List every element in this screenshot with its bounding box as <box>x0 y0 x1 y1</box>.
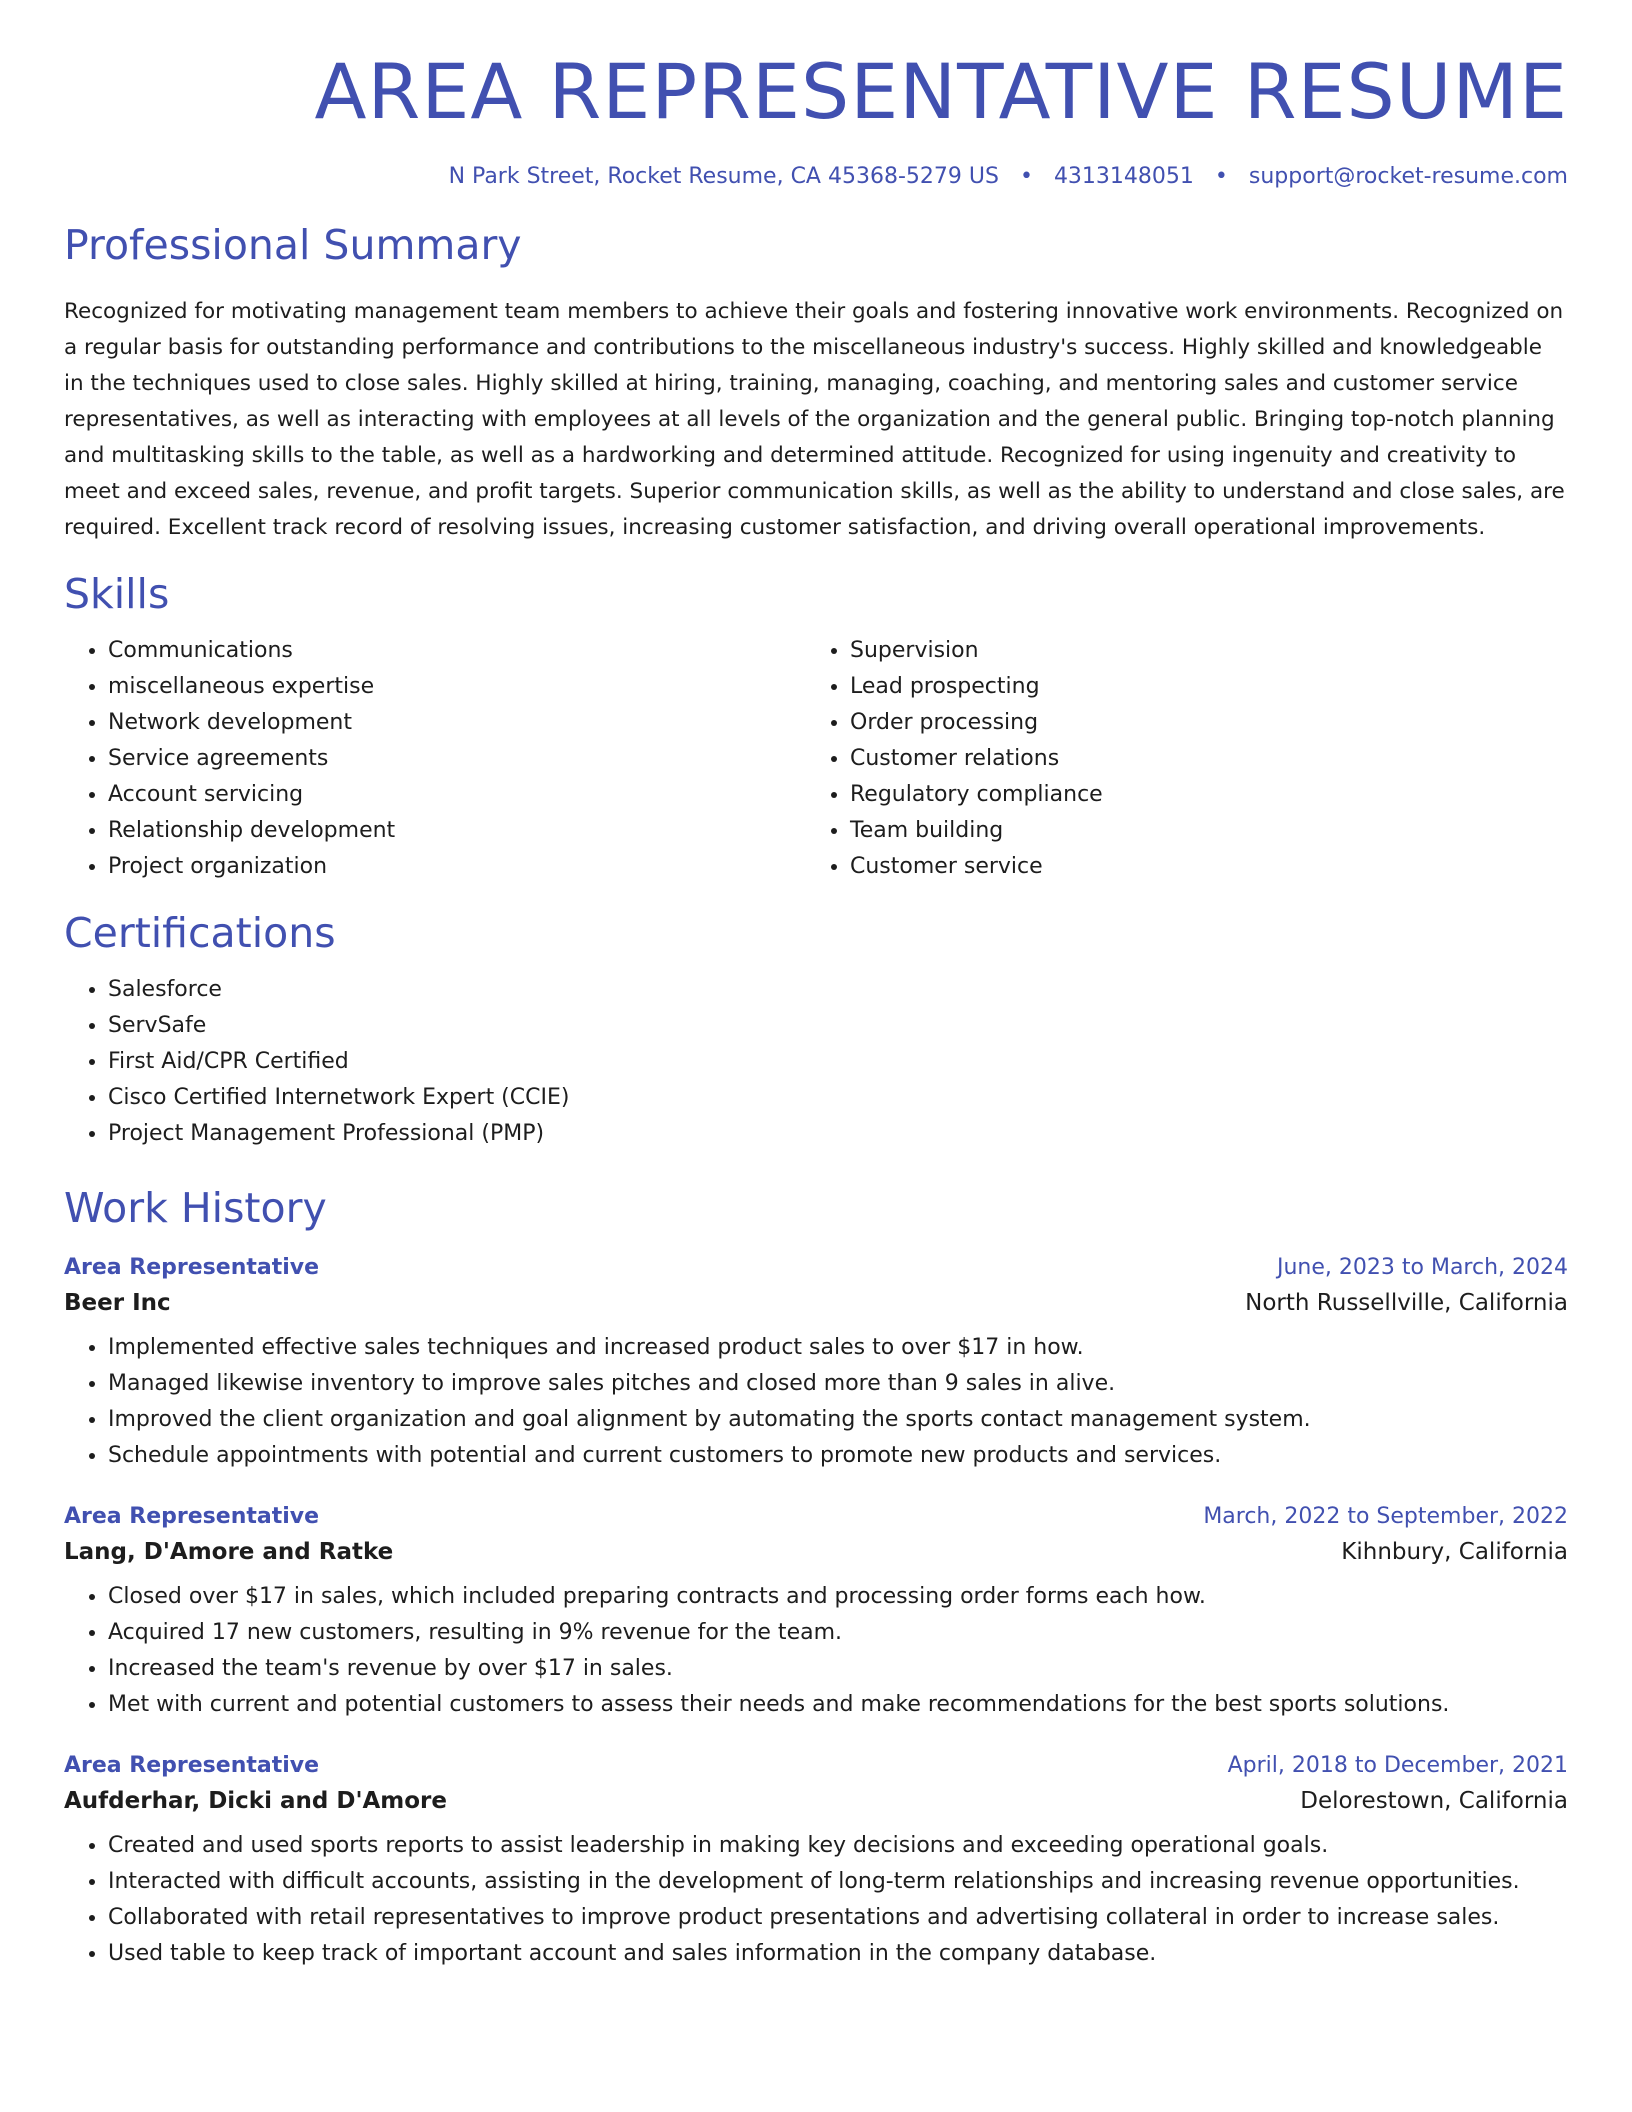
job-entry <box>64 1255 1568 1474</box>
job-bullet: • Interacted with difficult accounts, assisting in the development of long-term relationships and increasing revenue opportunities. <box>108 1864 1568 1900</box>
certifications-section <box>64 908 1568 1152</box>
skills-list-left <box>64 633 806 885</box>
job-header <box>64 1753 1568 1778</box>
job-bullet: • Acquired 17 new customers, resulting in 9% revenue for the team. <box>108 1615 1568 1651</box>
job-bullets <box>64 1828 1568 1972</box>
job-bullet: • Schedule appointments with potential and current customers to promote new products and services. <box>108 1438 1568 1474</box>
contact-address: N Park Street, Rocket Resume, CA 45368-5279 US <box>448 163 999 189</box>
job-bullets <box>64 1330 1568 1474</box>
resume-page <box>64 47 1568 1972</box>
skills-heading: Skills <box>64 569 170 618</box>
job-bullet: • Collaborated with retail representatives to improve product presentations and advertising collateral in order to increase sales. <box>108 1900 1568 1936</box>
contact-separator: • <box>1019 163 1033 189</box>
job-header <box>64 1255 1568 1280</box>
job-subheader <box>64 1539 1568 1565</box>
summary-section <box>64 220 1568 546</box>
job-bullets <box>64 1579 1568 1723</box>
skill-item: • Service agreements <box>108 741 806 777</box>
skill-item: • Customer relations <box>850 741 1548 777</box>
job-bullet: • Managed likewise inventory to improve sales pitches and closed more than 9 sales in alive. <box>108 1366 1568 1402</box>
contact-email: support@rocket-resume.com <box>1248 163 1568 189</box>
skill-item: • Project organization <box>108 849 806 885</box>
certification-item: • ServSafe <box>108 1008 1568 1044</box>
job-entry <box>64 1504 1568 1723</box>
certifications-list <box>64 972 1568 1152</box>
skill-item: • Relationship development <box>108 813 806 849</box>
job-dates: April, 2018 to December, 2021 <box>1227 1752 1568 1778</box>
job-bullet: • Created and used sports reports to assist leadership in making key decisions and exceeding operational goals. <box>108 1828 1568 1864</box>
certification-item: • Salesforce <box>108 972 1568 1008</box>
certification-item: • Cisco Certified Internetwork Expert (CCIE) <box>108 1080 1568 1116</box>
job-header <box>64 1504 1568 1529</box>
job-location: North Russellville, California <box>1245 1289 1568 1316</box>
resume-title: AREA REPRESENTATIVE RESUME <box>314 47 1568 136</box>
skill-item: • Communications <box>108 633 806 669</box>
skill-item: • miscellaneous expertise <box>108 669 806 705</box>
skill-item: • Team building <box>850 813 1548 849</box>
contact-line <box>64 164 1568 189</box>
job-company: Lang, D'Amore and Ratke <box>64 1538 394 1565</box>
contact-phone: 4313148051 <box>1053 163 1194 189</box>
certifications-heading: Certifications <box>64 908 336 957</box>
skills-grid <box>64 633 1568 885</box>
job-company: Aufderhar, Dicki and D'Amore <box>64 1787 447 1814</box>
skill-item: • Regulatory compliance <box>850 777 1548 813</box>
job-dates: June, 2023 to March, 2024 <box>1277 1254 1568 1280</box>
job-company: Beer Inc <box>64 1289 171 1316</box>
contact-separator: • <box>1214 163 1228 189</box>
job-location: Delorestown, California <box>1300 1787 1568 1814</box>
skill-item: • Customer service <box>850 849 1548 885</box>
job-bullet: • Improved the client organization and goal alignment by automating the sports contact management system. <box>108 1402 1568 1438</box>
summary-heading: Professional Summary <box>64 220 522 269</box>
skill-item: • Supervision <box>850 633 1548 669</box>
job-title: Area Representative <box>64 1503 320 1529</box>
job-bullet: • Implemented effective sales techniques and increased product sales to over $17 in how. <box>108 1330 1568 1366</box>
skills-list-right <box>806 633 1548 885</box>
job-entry <box>64 1753 1568 1972</box>
job-title: Area Representative <box>64 1752 320 1778</box>
job-location: Kihnbury, California <box>1341 1538 1568 1565</box>
skill-item: • Lead prospecting <box>850 669 1548 705</box>
job-subheader <box>64 1788 1568 1814</box>
job-bullet: • Closed over $17 in sales, which included preparing contracts and processing order forms each how. <box>108 1579 1568 1615</box>
job-dates: March, 2022 to September, 2022 <box>1203 1503 1568 1529</box>
job-bullet: • Used table to keep track of important account and sales information in the company database. <box>108 1936 1568 1972</box>
work-history-section <box>64 1183 1568 1972</box>
summary-text: Recognized for motivating management team members to achieve their goals and fostering innovative work environments. Recognized on a regular basis for outstanding performance and contributions to the miscellaneous industry's success. Highly skilled and knowledgeable in the techniques used to close sales. Highly skilled at hiring, training, managing, coaching, and mentoring sales and customer service representatives, as well as interacting with employees at all levels of the organization and the general public. Bringing top-notch planning and multitasking skills to the table, as well as a hardworking and determined attitude. Recognized for using ingenuity and creativity to meet and exceed sales, revenue, and profit targets. Superior communication skills, as well as the ability to understand and close sales, are required. Excellent track record of resolving issues, increasing customer satisfaction, and driving overall operational improvements. <box>64 298 1565 540</box>
skill-item: • Account servicing <box>108 777 806 813</box>
job-subheader <box>64 1290 1568 1316</box>
certification-item: • Project Management Professional (PMP) <box>108 1116 1568 1152</box>
skill-item: • Order processing <box>850 705 1548 741</box>
certification-item: • First Aid/CPR Certified <box>108 1044 1568 1080</box>
job-bullet: • Met with current and potential customers to assess their needs and make recommendations for the best sports solutions. <box>108 1687 1568 1723</box>
skill-item: • Network development <box>108 705 806 741</box>
work-history-heading: Work History <box>64 1183 327 1232</box>
job-bullet: • Increased the team's revenue by over $17 in sales. <box>108 1651 1568 1687</box>
skills-column-right <box>806 633 1548 885</box>
skills-column-left <box>64 633 806 885</box>
skills-section <box>64 569 1568 885</box>
job-title: Area Representative <box>64 1254 320 1280</box>
